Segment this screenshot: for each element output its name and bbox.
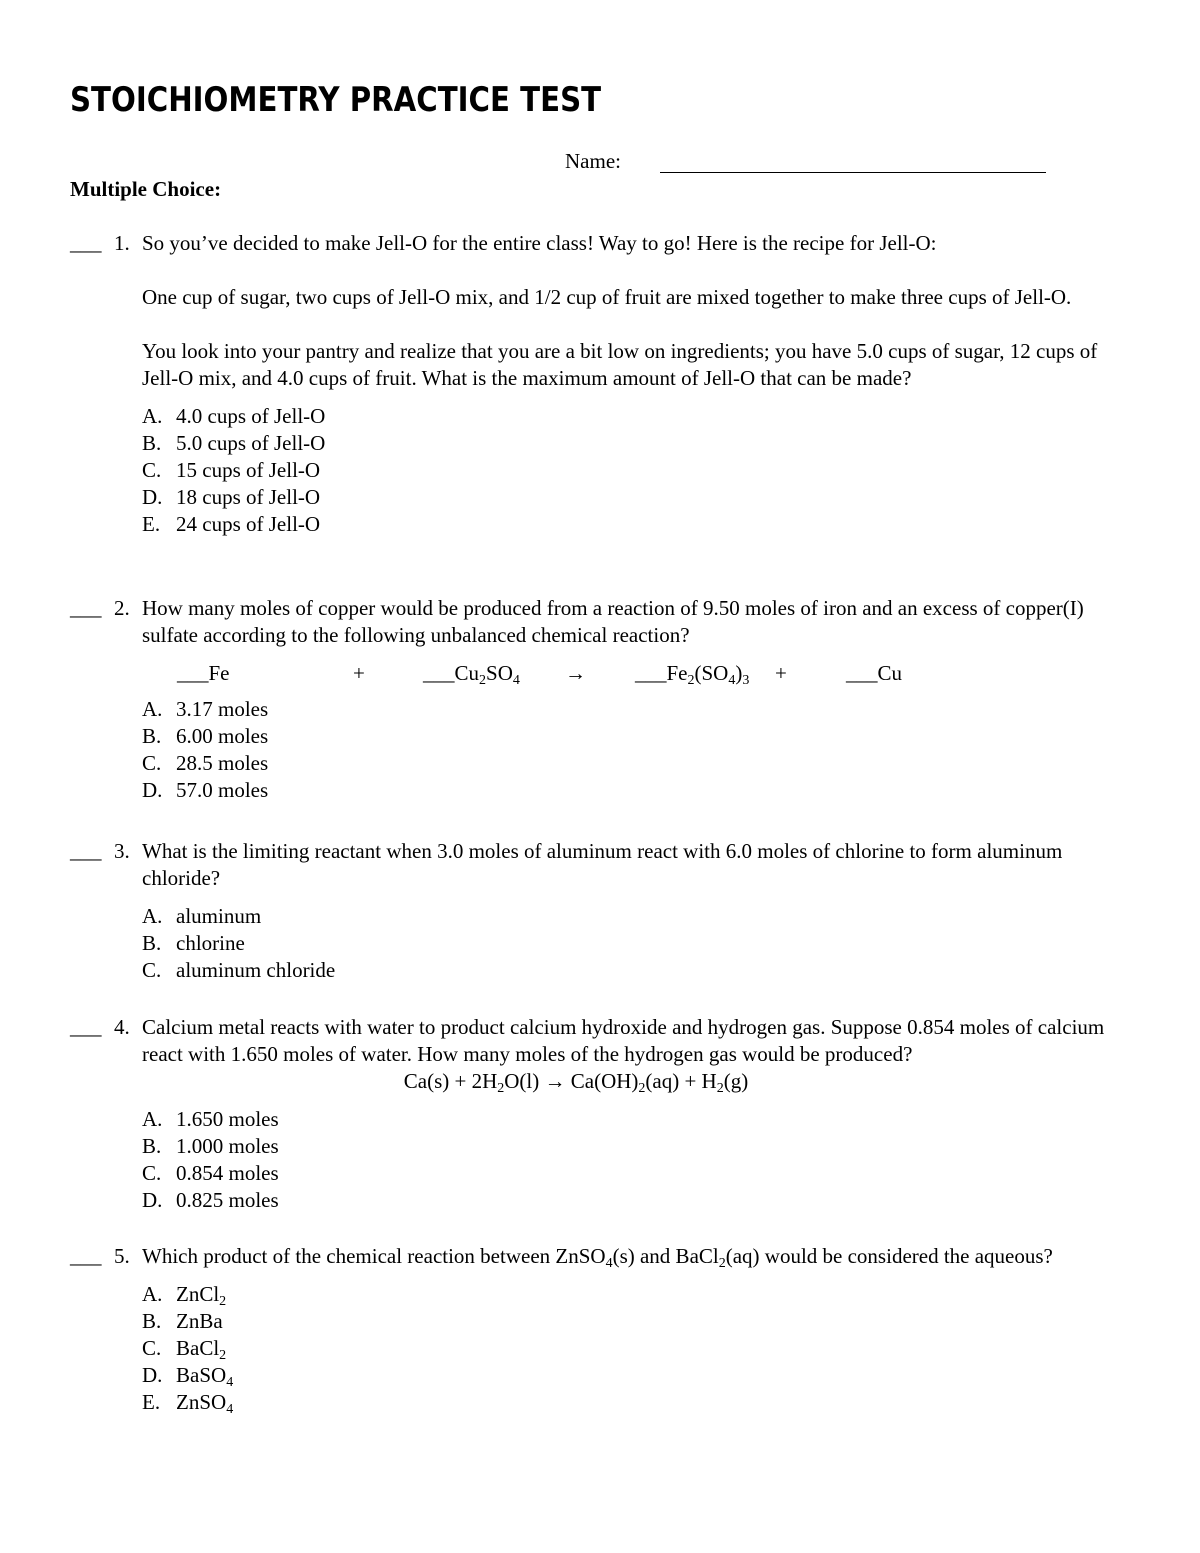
question-text (142, 1243, 1130, 1270)
formula: Fe (666, 661, 688, 685)
chemical-equation (142, 1068, 1130, 1095)
option (142, 457, 1130, 484)
plus-sign: + (353, 661, 365, 685)
subscript: 4 (728, 673, 736, 688)
subscript: 2 (497, 1081, 505, 1096)
question-5 (70, 1243, 1130, 1416)
subscript: 4 (512, 673, 520, 688)
question-paragraph: You look into your pantry and realize that you are a bit low on ingredients; you have 5.0 cups of sugar, 12 cups of Jell-O mix, and 4.0 cups of fruit. What is the maximum amount of Jell-O that can be made? (142, 339, 1098, 390)
option (142, 1133, 1130, 1160)
option-text: 18 cups of Jell-O (176, 485, 321, 509)
formula: ) (735, 661, 743, 685)
arrow-icon: → (544, 1069, 566, 1093)
subscript: 2 (479, 673, 487, 688)
text-part: (aq) would be considered the aqueous? (725, 1244, 1053, 1268)
option (142, 1187, 1130, 1214)
option-letter: C. (142, 1336, 162, 1360)
option (142, 1389, 1130, 1416)
subscript: 2 (638, 1081, 646, 1096)
formula: ZnSO (176, 1390, 227, 1414)
option-letter: C. (142, 458, 162, 482)
option-letter: B. (142, 1309, 162, 1333)
subscript: 2 (219, 1294, 227, 1309)
section-heading: Multiple Choice: (70, 177, 222, 201)
subscript: 3 (742, 673, 750, 688)
formula: Cu (454, 661, 480, 685)
option-letter: D. (142, 1363, 163, 1387)
options-list (142, 696, 1130, 804)
option-text (176, 1308, 223, 1335)
formula: ZnBa (176, 1309, 223, 1333)
answer-blank[interactable]: ___ (70, 1244, 102, 1268)
option (142, 1281, 1130, 1308)
option-text: chlorine (176, 931, 245, 955)
text-part: Which product of the chemical reaction between ZnSO (142, 1244, 606, 1268)
option-text (176, 1389, 233, 1416)
option-letter: B. (142, 724, 162, 748)
option-text: 4.0 cups of Jell-O (176, 404, 326, 428)
answer-blank[interactable]: ___ (70, 596, 102, 620)
name-label: Name: (565, 149, 621, 173)
question-text: Calcium metal reacts with water to product calcium hydroxide and hydrogen gas. Suppose 0.854 moles of calcium react with 1.650 moles of water. How many moles of the hydrogen gas would be produced? (142, 1015, 1105, 1066)
equation-part: Ca(s) + 2H (403, 1069, 498, 1093)
option (142, 903, 1130, 930)
option-letter: B. (142, 931, 162, 955)
option (142, 1362, 1130, 1389)
option-text: 6.00 moles (176, 724, 269, 748)
equation-product-1 (635, 660, 749, 687)
formula: BaCl (176, 1336, 220, 1360)
option-text: 0.854 moles (176, 1161, 279, 1185)
options-list (142, 903, 1130, 984)
option-letter: A. (142, 904, 163, 928)
question-3 (70, 838, 1130, 984)
subscript: 2 (718, 1256, 726, 1271)
page-title: STOICHIOMETRY PRACTICE TEST (70, 80, 602, 120)
option-text: aluminum (176, 904, 262, 928)
formula: ZnCl (176, 1282, 220, 1306)
formula: SO (486, 661, 513, 685)
option-text (176, 1362, 233, 1389)
option-letter: A. (142, 404, 163, 428)
subscript: 4 (605, 1256, 613, 1271)
coefficient-blank: ___ (846, 661, 878, 685)
option-text: 5.0 cups of Jell-O (176, 431, 326, 455)
option-text (176, 1335, 226, 1362)
subscript: 4 (226, 1402, 234, 1417)
option-text: 1.000 moles (176, 1134, 279, 1158)
option (142, 777, 1130, 804)
question-1 (70, 230, 1130, 538)
chemical-equation (70, 660, 1130, 690)
option-text: 0.825 moles (176, 1188, 279, 1212)
option (142, 750, 1130, 777)
option (142, 1160, 1130, 1187)
option-letter: D. (142, 778, 163, 802)
formula: (SO (694, 661, 729, 685)
formula: Cu (877, 661, 903, 685)
option-letter: C. (142, 958, 162, 982)
option (142, 930, 1130, 957)
option-letter: B. (142, 431, 162, 455)
option (142, 696, 1130, 723)
options-list (142, 1106, 1130, 1214)
question-number: 2. (114, 596, 130, 620)
option (142, 1106, 1130, 1133)
option-text: 57.0 moles (176, 778, 269, 802)
option (142, 957, 1130, 984)
equation-part: O(l) (504, 1069, 545, 1093)
option (142, 723, 1130, 750)
question-4 (70, 1014, 1130, 1214)
question-number: 3. (114, 839, 130, 863)
subscript: 2 (219, 1348, 227, 1363)
option-letter: B. (142, 1134, 162, 1158)
option-text: 24 cups of Jell-O (176, 512, 321, 536)
option (142, 484, 1130, 511)
question-text: How many moles of copper would be produced from a reaction of 9.50 moles of iron and an excess of copper(I) sulfate according to the following unbalanced chemical reaction? (142, 596, 1084, 647)
subscript: 2 (716, 1081, 724, 1096)
option-letter: A. (142, 697, 163, 721)
option-letter: E. (142, 512, 161, 536)
equation-part: (g) (723, 1069, 749, 1093)
coefficient-blank: ___ (177, 661, 209, 685)
answer-blank[interactable]: ___ (70, 1015, 102, 1039)
option (142, 511, 1130, 538)
name-field[interactable] (660, 172, 1046, 173)
question-number: 4. (114, 1015, 130, 1039)
question-text: What is the limiting reactant when 3.0 moles of aluminum react with 6.0 moles of chlorine to form aluminum chloride? (142, 839, 1063, 890)
question-number: 5. (114, 1244, 130, 1268)
option-text: 28.5 moles (176, 751, 269, 775)
equation-product-2 (846, 660, 902, 687)
option-letter: A. (142, 1107, 163, 1131)
coefficient-blank: ___ (635, 661, 667, 685)
question-number: 1. (114, 231, 130, 255)
option-text: 1.650 moles (176, 1107, 279, 1131)
option-letter: C. (142, 1161, 162, 1185)
question-2 (70, 595, 1130, 804)
option-letter: D. (142, 1188, 163, 1212)
text-part: (s) and BaCl (612, 1244, 719, 1268)
equation-part: Ca(OH) (565, 1069, 639, 1093)
option-text (176, 1281, 226, 1308)
option (142, 403, 1130, 430)
option-letter: E. (142, 1390, 161, 1414)
answer-blank[interactable]: ___ (70, 839, 102, 863)
option-text: 15 cups of Jell-O (176, 458, 321, 482)
answer-blank[interactable]: ___ (70, 231, 102, 255)
options-list (142, 1281, 1130, 1416)
formula: BaSO (176, 1363, 227, 1387)
subscript: 4 (226, 1375, 234, 1390)
question-text: So you’ve decided to make Jell-O for the entire class! Way to go! Here is the recipe for Jell-O: (142, 231, 937, 255)
option (142, 1308, 1130, 1335)
options-list (142, 403, 1130, 538)
coefficient-blank: ___ (423, 661, 455, 685)
plus-sign: + (775, 661, 787, 685)
option (142, 430, 1130, 457)
option-text: aluminum chloride (176, 958, 336, 982)
equation-reactant-2 (423, 660, 520, 687)
option (142, 1335, 1130, 1362)
option-letter: D. (142, 485, 163, 509)
question-paragraph: One cup of sugar, two cups of Jell-O mix, and 1/2 cup of fruit are mixed together to make three cups of Jell-O. (142, 285, 1072, 309)
equation-reactant-1 (177, 660, 230, 687)
arrow-icon: → (565, 661, 586, 685)
option-letter: C. (142, 751, 162, 775)
equation-part: (aq) + H (645, 1069, 717, 1093)
formula: Fe (208, 661, 230, 685)
option-letter: A. (142, 1282, 163, 1306)
option-text: 3.17 moles (176, 697, 269, 721)
subscript: 2 (687, 673, 695, 688)
